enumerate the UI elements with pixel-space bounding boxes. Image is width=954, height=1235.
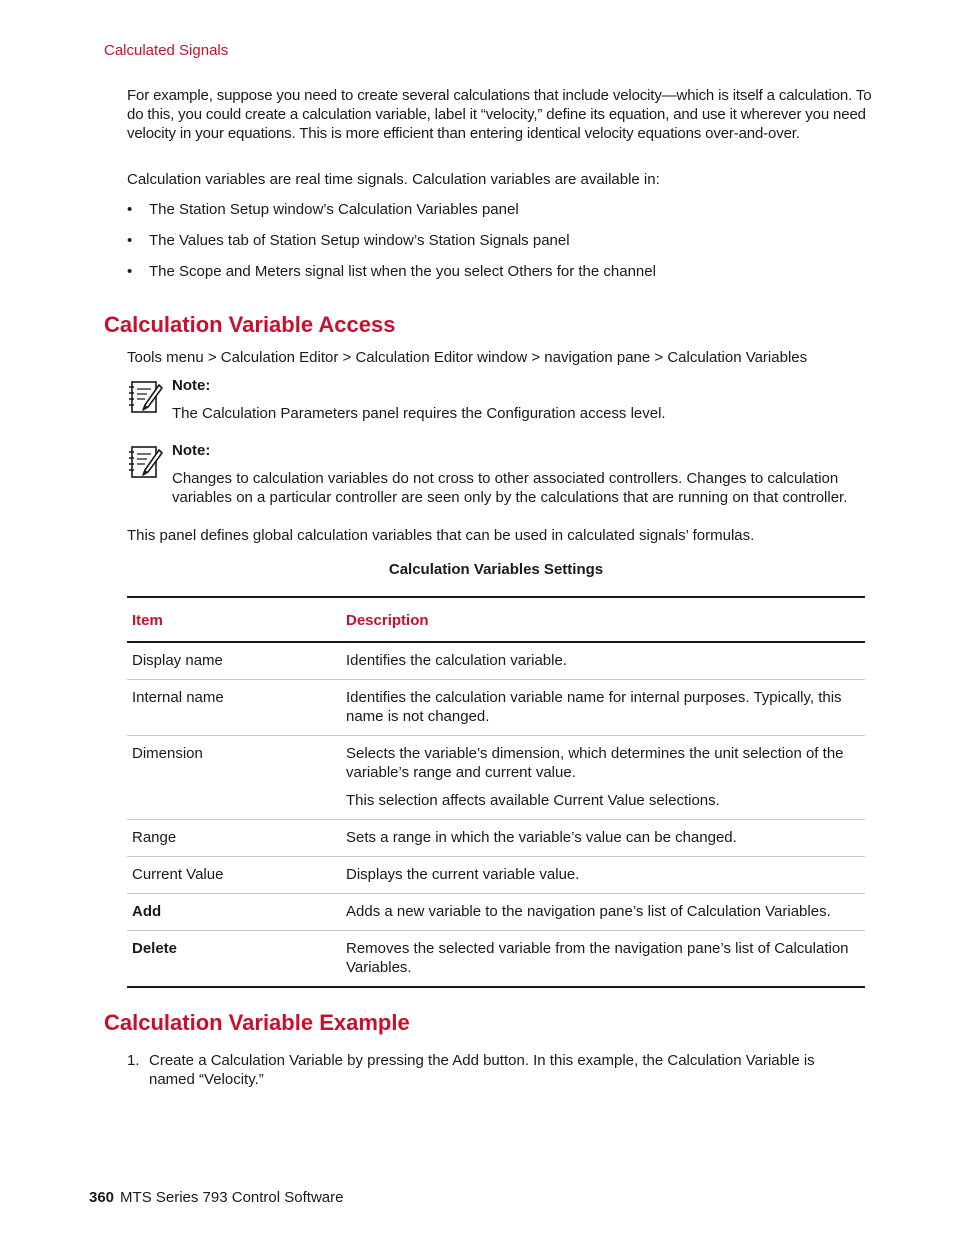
note-body: Changes to calculation variables do not cross to other associated controllers. Changes to calculation variables on a particular controller are seen only by the calculations that are running on that controller. [172,470,848,506]
description-text: Selects the variable’s dimension, which determines the unit selection of the variable’s range and current value. [346,745,844,781]
page-number: 360 [89,1189,115,1206]
panel-description: This panel defines global calculation variables that can be used in calculated signals’ formulas. [127,527,755,544]
description-text: Identifies the calculation variable name for internal purposes. Typically, this name is not changed. [346,689,842,725]
description-text: Identifies the calculation variable. [346,652,567,669]
list-item-text: The Station Setup window’s Calculation Variables panel [149,201,519,218]
item-cell: Range [127,820,341,857]
intro-paragraph: For example, suppose you need to create several calculations that include velocity—which is itself a calculation. To do this, you could create a calculation variable, label it “velocity,” define its equation, and use it wherever you need velocity in your equations. This is more efficient than entering identical velocity equations over-and-over. [127,87,872,142]
table-row [127,736,865,820]
item-cell: Current Value [127,857,341,894]
description-text: Removes the selected variable from the navigation pane’s list of Calculation Variables. [346,940,849,976]
page-footer [89,1189,343,1206]
description-text: Adds a new variable to the navigation pane’s list of Calculation Variables. [346,903,831,920]
table-row [127,680,865,736]
description-cell [341,820,865,857]
note-title: Note: [172,442,211,459]
product-name: MTS Series 793 Control Software [120,1189,344,1206]
list-item-text: The Scope and Meters signal list when the you select Others for the channel [149,263,656,280]
column-header-description: Description [341,597,865,642]
column-header-item: Item [127,597,341,642]
bullet-icon: • [127,232,133,249]
item-cell: Add [127,894,341,931]
table-header-row [127,597,865,642]
description-cell [341,931,865,988]
item-cell: Dimension [127,736,341,820]
item-cell: Delete [132,940,178,957]
table-row [127,642,865,680]
settings-table [127,596,865,988]
access-heading: Calculation Variable Access [104,312,396,337]
table-row [127,857,865,894]
header-section-link[interactable]: Calculated Signals [104,42,229,59]
description-text: Displays the current variable value. [346,866,580,883]
description-cell [341,642,865,680]
availability-paragraph: Calculation variables are real time signals. Calculation variables are available in: [127,171,660,188]
note-title: Note: [172,377,211,394]
description-cell [341,736,865,820]
example-heading: Calculation Variable Example [104,1010,410,1035]
step-text: Create a Calculation Variable by pressing the Add button. In this example, the Calculation Variable is named “Velocity.” [149,1052,815,1088]
description-cell [341,894,865,931]
description-cell [341,680,865,736]
bullet-icon: • [127,263,133,280]
list-item-text: The Values tab of Station Setup window’s Station Signals panel [149,232,570,249]
note-body: The Calculation Parameters panel requires the Configuration access level. [172,405,666,422]
table-row [127,931,865,988]
step-number: 1. [127,1052,140,1069]
table-row [127,894,865,931]
description-text: Sets a range in which the variable’s value can be changed. [346,829,737,846]
description-note-text: This selection affects available Current Value selections. [346,792,720,809]
note-pencil-icon [128,379,164,415]
description-cell [341,857,865,894]
menu-path: Tools menu > Calculation Editor > Calculation Editor window > navigation pane > Calculation Variables [127,349,808,366]
item-cell: Display name [127,642,341,680]
table-title: Calculation Variables Settings [388,561,604,578]
note-pencil-icon [128,444,164,480]
item-cell: Internal name [127,680,341,736]
bullet-icon: • [127,201,133,218]
table-row [127,820,865,857]
